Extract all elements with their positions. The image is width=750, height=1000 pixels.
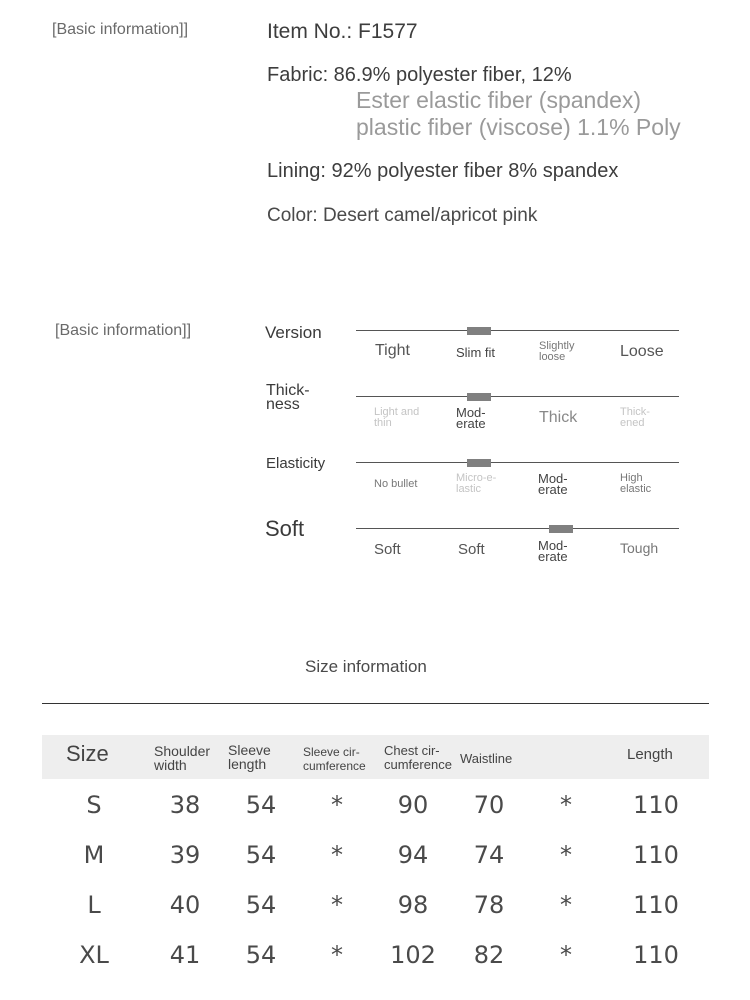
option-moderate-elasticity: Mod-erate — [538, 471, 568, 497]
cell-xl-waist: 82 — [473, 941, 505, 969]
cell-size-l: L — [87, 891, 101, 919]
cell-l-chest: 98 — [397, 891, 429, 919]
header-size: Size — [66, 741, 109, 766]
cell-xl-shoulder: 41 — [169, 941, 201, 969]
header-chest-circumference: Chest cir-cumference — [384, 743, 452, 772]
cell-m-sleeve: 54 — [245, 841, 277, 869]
option-thick: Thick — [539, 409, 578, 426]
option-moderate-thickness: Mod-erate — [456, 405, 486, 431]
cell-l-sleeve-circ: * — [331, 891, 343, 919]
option-light-and-thin: Light and thin — [374, 406, 420, 429]
selected-marker-elasticity — [467, 459, 491, 467]
cell-size-m: M — [83, 841, 105, 869]
cell-l-sleeve: 54 — [245, 891, 277, 919]
selected-marker-version — [467, 327, 491, 335]
cell-xl-length: 110 — [633, 941, 679, 969]
cell-size-xl: XL — [79, 941, 109, 969]
header-waistline: Waistline — [460, 751, 513, 766]
section-label-basic-info: [Basic information]] — [52, 21, 189, 38]
size-info-title: Size information — [305, 657, 427, 676]
cell-l-waist: 78 — [473, 891, 505, 919]
scale-line-elasticity — [356, 462, 679, 463]
header-shoulder-width: Shoulder width — [154, 743, 211, 773]
selected-marker-softness — [549, 525, 573, 533]
attribute-name-thickness: Thick-ness — [266, 382, 310, 413]
item-number: Item No.: F1577 — [267, 20, 418, 43]
header-length: Length — [627, 746, 673, 763]
scale-line-version — [356, 330, 679, 331]
scale-line-thickness — [356, 396, 679, 397]
size-table-header — [42, 735, 709, 779]
header-sleeve-length: Sleeve length — [228, 742, 271, 772]
cell-s-sleeve-circ: * — [331, 791, 343, 819]
cell-l-blank: * — [560, 891, 572, 919]
color-info: Color: Desert camel/apricot pink — [267, 205, 538, 226]
cell-xl-sleeve: 54 — [245, 941, 277, 969]
selected-marker-thickness — [467, 393, 491, 401]
cell-m-length: 110 — [633, 841, 679, 869]
header-sleeve-circumference: Sleeve cir-cumference — [303, 745, 366, 773]
option-slightly-loose: Slightly loose — [539, 340, 575, 363]
fabric-line-1: Fabric: 86.9% polyester fiber, 12% — [267, 64, 572, 86]
cell-s-blank: * — [560, 791, 572, 819]
cell-s-shoulder: 38 — [169, 791, 201, 819]
attribute-name-version: Version — [265, 323, 322, 342]
fabric-line-3: plastic fiber (viscose) 1.1% Poly — [356, 114, 681, 140]
option-tight: Tight — [375, 342, 410, 359]
cell-m-chest: 94 — [397, 841, 429, 869]
lining-info: Lining: 92% polyester fiber 8% spandex — [267, 160, 619, 182]
cell-m-blank: * — [560, 841, 572, 869]
option-soft-1: Soft — [374, 541, 401, 558]
option-thickened: Thick-ened — [620, 406, 650, 429]
option-high-elastic: High elastic — [620, 472, 652, 495]
option-tough: Tough — [620, 540, 659, 556]
cell-xl-chest: 102 — [390, 941, 436, 969]
option-no-bullet: No bullet — [374, 478, 418, 490]
attribute-name-elasticity: Elasticity — [266, 455, 326, 472]
divider-line — [42, 703, 709, 704]
option-soft-2: Soft — [458, 541, 485, 558]
cell-s-chest: 90 — [397, 791, 429, 819]
option-micro-elastic: Micro-e-lastic — [456, 472, 497, 495]
cell-s-sleeve: 54 — [245, 791, 277, 819]
fabric-line-2: Ester elastic fiber (spandex) — [356, 87, 642, 113]
option-slim-fit: Slim fit — [456, 345, 495, 360]
cell-s-length: 110 — [633, 791, 679, 819]
cell-xl-blank: * — [560, 941, 572, 969]
cell-m-shoulder: 39 — [169, 841, 201, 869]
cell-xl-sleeve-circ: * — [331, 941, 343, 969]
cell-s-waist: 70 — [473, 791, 505, 819]
cell-m-waist: 74 — [473, 841, 505, 869]
scale-line-softness — [356, 528, 679, 529]
option-loose: Loose — [620, 343, 664, 360]
section-label-attributes: [Basic information]] — [55, 322, 192, 339]
cell-size-s: S — [86, 791, 102, 819]
attribute-name-soft: Soft — [265, 516, 305, 541]
cell-l-shoulder: 40 — [169, 891, 201, 919]
cell-m-sleeve-circ: * — [331, 841, 343, 869]
cell-l-length: 110 — [633, 891, 679, 919]
option-moderate-softness: Mod-erate — [538, 538, 568, 564]
